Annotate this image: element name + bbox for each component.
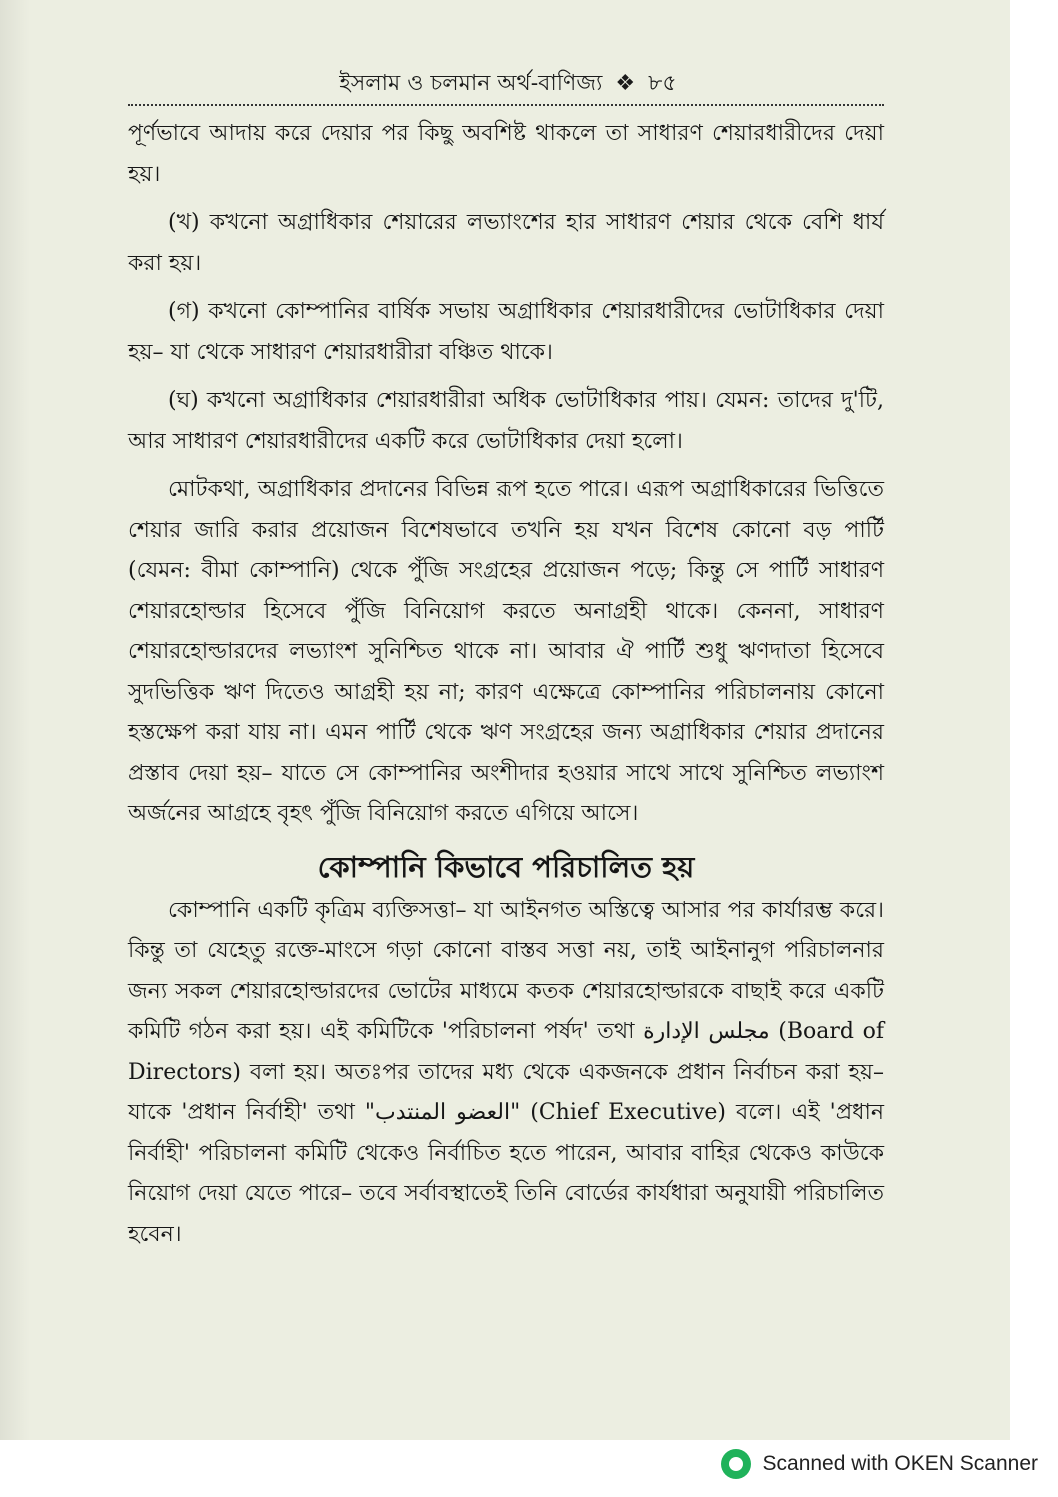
header-separator: ❖ xyxy=(615,71,636,96)
oken-scanner-logo-icon xyxy=(721,1449,751,1479)
paragraph: (গ) কখনো কোম্পানির বার্ষিক সভায় অগ্রাধিকার শেয়ারধারীদের ভোটাধিকার দেয়া হয়– যা থেকে সাধারণ শেয়ারধারীরা বঞ্চিত থাকে। xyxy=(128,299,884,365)
paragraph: (খ) কখনো অগ্রাধিকার শেয়ারের লভ্যাংশের হার সাধারণ শেয়ার থেকে বেশি ধার্য করা হয়। xyxy=(128,210,884,276)
section-heading: কোম্পানি কিভাবে পরিচালিত হয় xyxy=(317,849,695,884)
paragraph: মোটকথা, অগ্রাধিকার প্রদানের বিভিন্ন রূপ হতে পারে। এরূপ অগ্রাধিকারের ভিত্তিতে শেয়ার জারি করার প্রয়োজন বিশেষভাবে তখনি হয় যখন বিশেষ কোনো বড় পার্টি (যেমন: বীমা কোম্পানি) থেকে পুঁজি সংগ্রহের প্রয়োজন পড়ে; কিন্তু সে পার্টি সাধারণ শেয়ারহোল্ডার হিসেবে পুঁজি বিনিয়োগ করতে অনাগ্রহী থাকে। কেননা, সাধারণ শেয়ারহোল্ডারদের লভ্যাংশ সুনিশ্চিত থাকে না। আবার ঐ পার্টি শুধু ঋণদাতা হিসেবে সুদভিত্তিক ঋণ দিতেও আগ্রহী হয় না; কারণ এক্ষেত্রে কোম্পানির পরিচালনায় কোনো হস্তক্ষেপ করা যায় না। এমন পার্টি থেকে ঋণ সংগ্রহের জন্য অগ্রাধিকার শেয়ার প্রদানের প্রস্তাব দেয়া হয়– যাতে সে কোম্পানির অংশীদার হওয়ার সাথে সাথে সুনিশ্চিত লভ্যাংশ অর্জনের আগ্রহে বৃহৎ পুঁজি বিনিয়োগ করতে এগিয়ে আসে। xyxy=(128,477,884,826)
paragraph: (ঘ) কখনো অগ্রাধিকার শেয়ারধারীরা অধিক ভোটাধিকার পায়। যেমন: তাদের দু'টি, আর সাধারণ শেয়ারধারীদের একটি করে ভোটাধিকার দেয়া হলো। xyxy=(128,388,884,454)
paragraph: কোম্পানি একটি কৃত্রিম ব্যক্তিসত্তা– যা আইনগত অস্তিত্বে আসার পর কার্যারম্ভ করে। কিন্তু তা যেহেতু রক্তে-মাংসে গড়া কোনো বাস্তব সত্তা নয়, তাই আইনানুগ পরিচালনার জন্য সকল শেয়ারহোল্ডারদের ভোটের মাধ্যমে কতক শেয়ারহোল্ডারকে বাছাই করে একটি কমিটি গঠন করা হয়। এই কমিটিকে 'পরিচালনা পর্ষদ' তথা مجلس الإدارة (Board of Directors) বলা হয়। অতঃপর তাদের মধ্য থেকে একজনকে প্রধান নির্বাচন করা হয়– যাকে 'প্রধান নির্বাহী' তথা "العضو المنتدب" (Chief Executive) বলে। এই 'প্রধান নির্বাহী' পরিচালনা কমিটি থেকেও নির্বাচিত হতে পারেন, আবার বাহির থেকেও কাউকে নিয়োগ দেয়া যেতে পারে– তবে সর্বাবস্থাতেই তিনি বোর্ডের কার্যধারা অনুযায়ী পরিচালিত হবেন। xyxy=(128,897,884,1247)
page-gutter-shadow xyxy=(0,0,30,1440)
paragraph: পূর্ণভাবে আদায় করে দেয়ার পর কিছু অবশিষ্ট থাকলে তা সাধারণ শেয়ারধারীদের দেয়া হয়। xyxy=(128,121,884,187)
header-rule xyxy=(128,104,884,106)
scanner-text: Scanned with OKEN Scanner xyxy=(762,1452,1038,1475)
header-title: ইসলাম ও চলমান অর্থ-বাণিজ্য xyxy=(339,71,603,96)
page-body xyxy=(128,114,884,1263)
scanner-watermark xyxy=(721,1446,1038,1482)
running-header xyxy=(128,66,888,103)
page-number: ৮৫ xyxy=(648,71,677,96)
